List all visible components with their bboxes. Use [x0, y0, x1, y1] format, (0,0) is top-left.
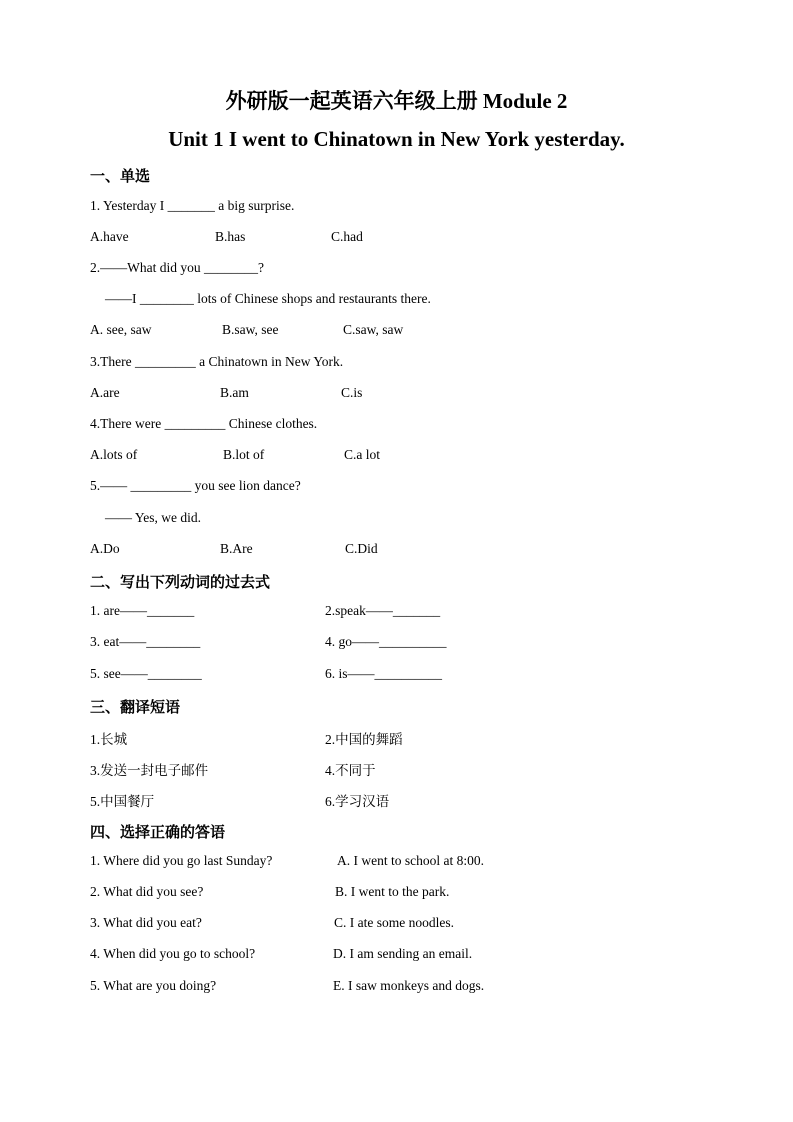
question-5-stem-reply: —— Yes, we did.	[105, 510, 202, 525]
question-1-option-b: B.has	[215, 229, 246, 244]
section-heading-past-tense: 二、写出下列动词的过去式	[90, 575, 271, 591]
match-question: 2. What did you see?	[90, 884, 204, 899]
question-2-stem-reply: ——I ________ lots of Chinese shops and restaurants there.	[105, 291, 431, 306]
phrase-item: 5.中国餐厅	[90, 794, 155, 809]
question-1-option-a: A.have	[90, 229, 129, 244]
question-5-option-a: A.Do	[90, 541, 120, 556]
question-4-option-a: A.lots of	[90, 447, 138, 462]
match-answer: B. I went to the park.	[335, 884, 450, 899]
phrase-item: 2.中国的舞蹈	[325, 732, 403, 747]
match-question: 1. Where did you go last Sunday?	[90, 853, 273, 868]
verb-item: 5. see——________	[90, 666, 202, 681]
question-4-option-b: B.lot of	[223, 447, 265, 462]
section-heading-translate: 三、翻译短语	[90, 700, 181, 716]
match-answer: C. I ate some noodles.	[334, 915, 454, 930]
section-heading-single-choice: 一、单选	[90, 169, 151, 185]
question-3-option-a: A.are	[90, 385, 120, 400]
match-answer: A. I went to school at 8:00.	[337, 853, 484, 868]
question-2-stem: 2.——What did you ________?	[90, 260, 264, 275]
question-3-option-c: C.is	[341, 385, 363, 400]
phrase-item: 3.发送一封电子邮件	[90, 763, 209, 778]
match-question: 5. What are you doing?	[90, 978, 217, 993]
verb-item: 2.speak——_______	[325, 603, 441, 618]
verb-item: 6. is——__________	[325, 666, 443, 681]
question-4-option-c: C.a lot	[344, 447, 380, 462]
match-answer: E. I saw monkeys and dogs.	[333, 978, 485, 993]
page-title: 外研版一起英语六年级上册 Module 2	[225, 89, 568, 113]
question-3-stem: 3.There _________ a Chinatown in New York.	[90, 354, 344, 369]
question-2-option-a: A. see, saw	[90, 322, 152, 337]
section-heading-match-answers: 四、选择正确的答语	[90, 825, 226, 841]
question-2-option-b: B.saw, see	[222, 322, 279, 337]
question-3-option-b: B.am	[220, 385, 249, 400]
match-question: 4. When did you go to school?	[90, 946, 256, 961]
question-5-stem: 5.—— _________ you see lion dance?	[90, 478, 301, 493]
question-4-stem: 4.There were _________ Chinese clothes.	[90, 416, 318, 431]
page-subtitle: Unit 1 I went to Chinatown in New York yesterday.	[168, 127, 625, 151]
question-1-stem: 1. Yesterday I _______ a big surprise.	[90, 198, 295, 213]
verb-item: 1. are——_______	[90, 603, 195, 618]
question-5-option-b: B.Are	[220, 541, 253, 556]
match-answer: D. I am sending an email.	[333, 946, 473, 961]
question-5-option-c: C.Did	[345, 541, 378, 556]
verb-item: 4. go——__________	[325, 634, 447, 649]
question-1-option-c: C.had	[331, 229, 363, 244]
verb-item: 3. eat——________	[90, 634, 201, 649]
question-2-option-c: C.saw, saw	[343, 322, 404, 337]
phrase-item: 4.不同于	[325, 763, 376, 778]
match-question: 3. What did you eat?	[90, 915, 202, 930]
phrase-item: 1.长城	[90, 732, 128, 747]
phrase-item: 6.学习汉语	[325, 794, 390, 809]
